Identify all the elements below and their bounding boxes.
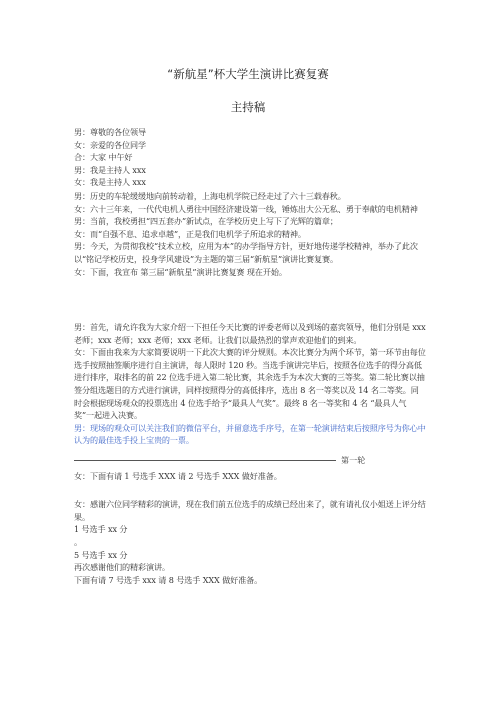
opening-line: 男：今天，为贯彻我校“技术立校，应用为本”的办学指导方针，更好地传递学校精神，举办了此次以“铭记学校历史，投身学风建设”为主题的第三届“新航星”演讲比赛复赛。 <box>74 241 418 264</box>
closing-line: 下面有请 7 号选手 xxx 请 8 号选手 XXX 做好准备。 <box>74 574 263 585</box>
greeting-line: 男：我是主持人 xxx <box>74 164 146 175</box>
rules-block <box>74 321 426 447</box>
closing-line: 再次感谢他们的精彩演讲。 <box>74 562 170 573</box>
results-block <box>74 498 426 536</box>
voting-notice: 男：现场的观众可以关注我们的微信平台，并留意选手序号，在第一轮演讲结束后按照序号为你心中认为的最佳选手投上宝贵的一票。 <box>74 422 426 446</box>
round-intro-line: 女：下面有请 1 号选手 XXX 请 2 号选手 XXX 做好准备。 <box>74 471 282 481</box>
rules-paragraph: 女：下面由我来为大家简要说明一下此次大赛的评分规则。本次比赛分为两个环节，第一环节由每位选手按照抽签顺序进行自主演讲，每人限时 120 秒。当选手演讲完毕后，按照各位选手的得分高低进行排序，取排名的前 22 位选手进入第二轮比赛，其余选手为本次大赛的三等奖。第二轮比赛以抽签分组选题目的方式进行演讲，同样按照得分的高低排序，选出 8 名一等奖以及 14 名二等奖。同时会根据现场观众的投票选出 4 位选手给予“最具人气奖”。最终 8 名一等奖和 4 名 “最具人气奖”一起进入决赛。 <box>74 347 426 421</box>
greeting-block <box>74 126 426 189</box>
divider-rule <box>74 460 336 461</box>
opening-line: 男：历史的车轮缓缓地向前转动着，上海电机学院已经走过了六十三载春秋。 <box>74 191 346 201</box>
document-title: “新航星”杯大学生演讲比赛复赛 <box>167 67 329 81</box>
opening-line: 女：六十三年来，一代代电机人勇往中国经济建设第一线，锤炼出大公无私、勇于奉献的电机精神 <box>74 203 418 214</box>
closing-block <box>74 536 426 586</box>
opening-line: 女：而“自强不息、追求卓越”，正是我们电机学子所追求的精神。 <box>74 228 306 239</box>
opening-block <box>74 190 426 278</box>
greeting-line: 女：亲爱的各位同学 <box>74 139 146 150</box>
opening-line: 男：当前，我校勇担“四五套办”新试点，在学校历史上写下了光辉的篇章； <box>74 216 338 227</box>
document-subtitle: 主持稿 <box>230 100 266 114</box>
opening-line: 女：下面，我宣布 第三届“新航星”演讲比赛复赛 现在开始。 <box>74 266 287 277</box>
results-line: 女：感谢六位同学精彩的演讲，现在我们前五位选手的成绩已经出来了，就有请礼仪小姐送上评分结果。 <box>74 499 426 522</box>
round-label: 第一轮 <box>341 455 366 465</box>
round-divider <box>74 454 426 466</box>
round-intro-block <box>74 470 426 483</box>
greeting-line: 合：大家 中午好 <box>74 152 133 163</box>
results-line: 1 号选手 xx 分 <box>74 524 128 535</box>
greeting-line: 女：我是主持人 xxx <box>74 177 146 188</box>
closing-line: 5 号选手 xx 分 <box>74 549 128 560</box>
closing-line: 。 <box>74 537 82 547</box>
greeting-line: 男：尊敬的各位领导 <box>74 127 146 137</box>
rules-paragraph: 男：首先，请允许我为大家介绍一下担任今天比赛的评委老师以及到场的嘉宾领导，他们分别是 xxx 老师；xxx 老师；xxx 老师；xxx 老师。让我们以最热烈的掌声欢迎他们的到来。 <box>74 322 426 345</box>
